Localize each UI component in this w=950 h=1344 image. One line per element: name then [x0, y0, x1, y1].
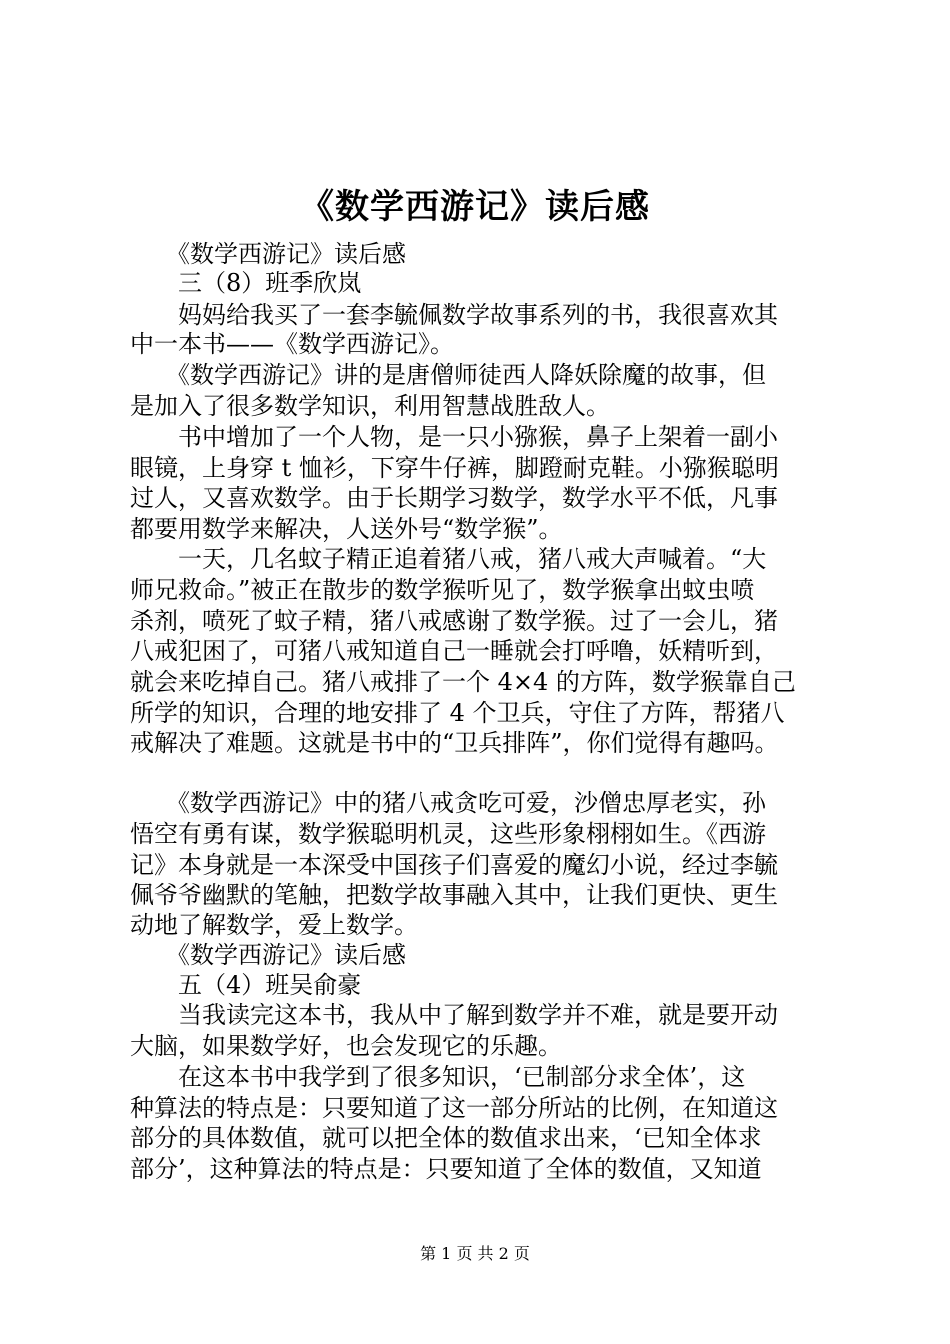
text-line: 是加入了很多数学知识，利用智慧战胜敌人。 — [130, 392, 610, 420]
text-line: 种算法的特点是：只要知道了这一部分所站的比例，在知道这 — [130, 1094, 778, 1122]
text-line: 《数学西游记》中的猪八戒贪吃可爱，沙僧忠厚老实，孙 — [130, 789, 766, 817]
text-line: 动地了解数学，爱上数学。 — [130, 911, 418, 939]
text-line: 就会来吃掉自己。猪八戒排了一个 4×4 的方阵，数学猴靠自己 — [130, 668, 796, 696]
text-line: 在这本书中我学到了很多知识，‘已制部分求全体’，这 — [130, 1063, 746, 1091]
page-footer: 第 1 页 共 2 页 — [420, 1244, 530, 1263]
text-line: 都要用数学来解决，人送外号“数学猴”。 — [130, 515, 563, 543]
text-line: 师兄救命。”被正在散步的数学猴听见了，数学猴拿出蚊虫喷 — [130, 576, 755, 604]
text-line: 部分’，这种算法的特点是：只要知道了全体的数值，又知道 — [130, 1155, 762, 1183]
text-line: 五（4）班吴俞豪 — [130, 971, 362, 999]
text-line: 眼镜，上身穿 t 恤衫，下穿牛仔裤，脚蹬耐克鞋。小猕猴聪明 — [130, 454, 779, 482]
text-line: 所学的知识，合理的地安排了 4 个卫兵，守住了方阵，帮猪八 — [130, 699, 785, 727]
text-line: 一天，几名蚊子精正追着猪八戒，猪八戒大声喊着。“大 — [130, 545, 767, 573]
document-title: 《数学西游记》读后感 — [300, 187, 650, 227]
text-line: 过人，又喜欢数学。由于长期学习数学，数学水平不低，凡事 — [130, 484, 778, 512]
text-line: 大脑，如果数学好，也会发现它的乐趣。 — [130, 1032, 562, 1060]
text-line: 书中增加了一个人物，是一只小猕猴，鼻子上架着一副小 — [130, 423, 778, 451]
text-line: 《数学西游记》读后感 — [130, 240, 406, 268]
text-line: 部分的具体数值，就可以把全体的数值求出来，‘已知全体求 — [130, 1124, 762, 1152]
text-line: 八戒犯困了，可猪八戒知道自己一睡就会打呼噜，妖精听到， — [130, 637, 778, 665]
text-line: 戒解决了难题。这就是书中的“卫兵排阵”，你们觉得有趣吗。 — [130, 729, 779, 757]
text-line: 记》本身就是一本深受中国孩子们喜爱的魔幻小说，经过李毓 — [130, 851, 778, 879]
text-line: 《数学西游记》读后感 — [130, 941, 406, 969]
text-line: 当我读完这本书，我从中了解到数学并不难，就是要开动 — [130, 1001, 778, 1029]
text-line: 中一本书——《数学西游记》。 — [130, 330, 454, 358]
text-line: 悟空有勇有谋，数学猴聪明机灵，这些形象栩栩如生。《西游 — [130, 820, 766, 848]
text-line: 杀剂，喷死了蚊子精，猪八戒感谢了数学猴。过了一会儿，猪 — [130, 607, 778, 635]
text-line: 三（8）班季欣岚 — [130, 269, 362, 297]
text-line: 妈妈给我买了一套李毓佩数学故事系列的书，我很喜欢其 — [130, 301, 778, 329]
text-line: 佩爷爷幽默的笔触，把数学故事融入其中，让我们更快、更生 — [130, 881, 778, 909]
text-line: 《数学西游记》讲的是唐僧师徒西人降妖除魔的故事，但 — [130, 361, 766, 389]
